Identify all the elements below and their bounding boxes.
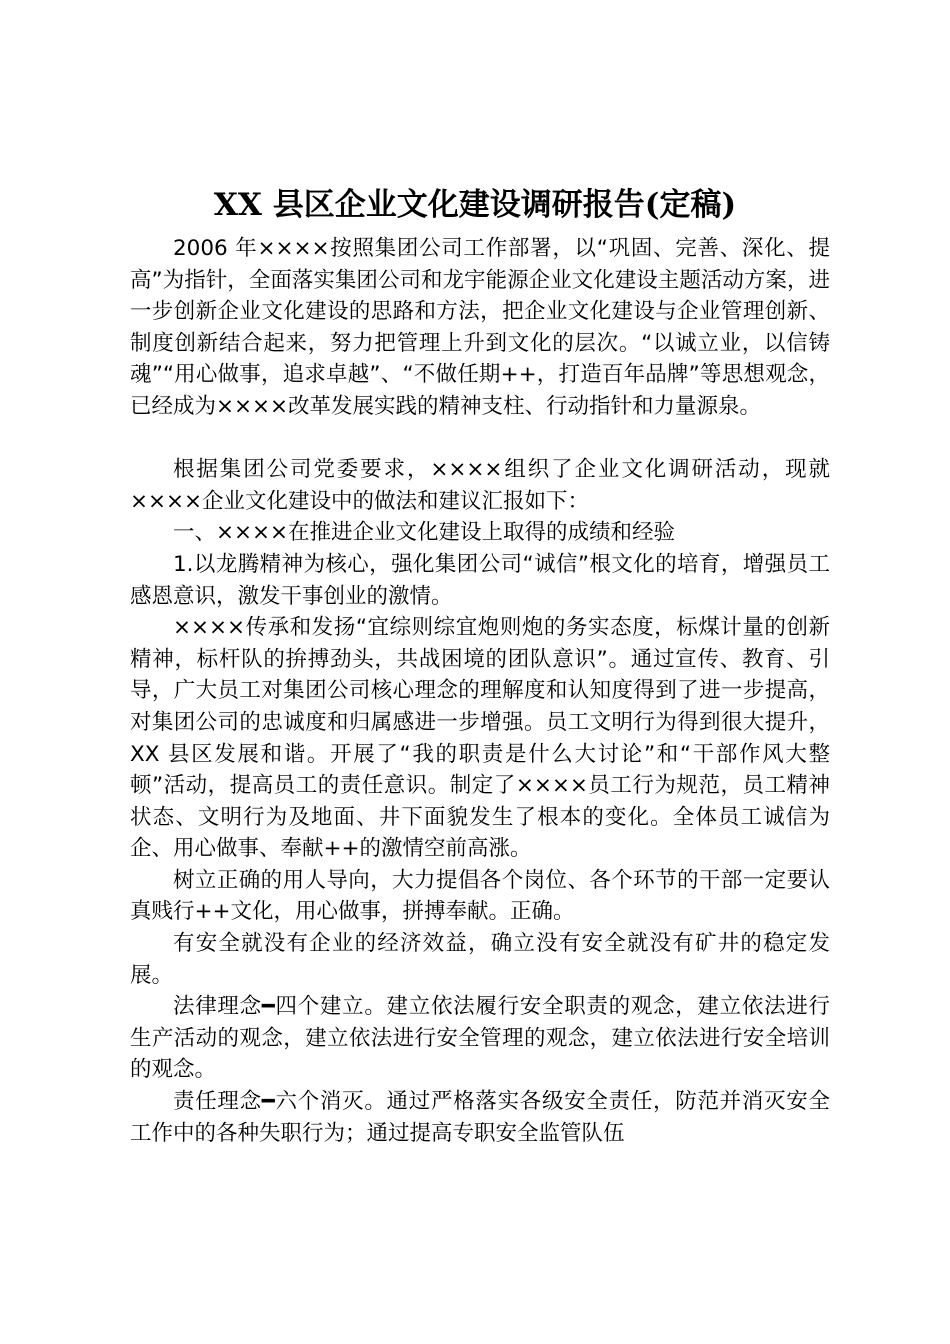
paragraph-talent: 树立正确的用人导向，大力提倡各个岗位、各个环节的干部一定要认真贱行++文化，用心做事，拼搏奉献。正确。 xyxy=(130,867,830,925)
paragraph-law-concept: 法律理念━四个建立。建立依法履行安全职责的观念，建立依法进行生产活动的观念，建立依法进行安全管理的观念，建立依法进行安全培训的观念。 xyxy=(130,994,830,1083)
paragraph-request: 根据集团公司党委要求，××××组织了企业文化调研活动，现就××××企业文化建设中的做法和建议汇报如下： xyxy=(130,457,830,514)
document-body xyxy=(130,233,830,1149)
document-title: XX 县区企业文化建设调研报告(定稿) xyxy=(213,187,737,223)
subsection-heading-1: 1.以龙腾精神为核心，强化集团公司“诚信”根文化的培育，增强员工感恩意识，激发干事创业的激情。 xyxy=(130,551,830,609)
paragraph-intro: 2006 年××××按照集团公司工作部署，以“巩固、完善、深化、提高”为指针，全面落实集团公司和龙宇能源企业文化建设主题活动方案，进一步创新企业文化建设的思路和方法，把企业文化建设与企业管理创新、制度创新结合起来，努力把管理上升到文化的层次。“以诚立业，以信铸魂”“用心做事，追求卓越”、“不做任期++，打造百年品牌”等思想观念，已经成为××××改革发展实践的精神支柱、行动指针和力量源泉。 xyxy=(130,236,830,419)
paragraph-inherit: ××××传承和发扬“宜综则综宜炮则炮的务实态度，标煤计量的创新精神，标杆队的拚搏劲头，共战困境的团队意识”。通过宣传、教育、引导，广大员工对集团公司核心理念的理解度和认知度得到了进一步提高，对集团公司的忠诚度和归属感进一步增强。员工文明行为得到很大提升，XX 县区发展和谐。开展了“我的职责是什么大讨论”和“干部作风大整顿”活动，提高员工的责任意识。制定了××××员工行为规范，员工精神状态、文明行为及地面、井下面貌发生了根本的变化。全体员工诚信为企、用心做事、奉献++的激情空前高涨。 xyxy=(130,615,830,862)
paragraph-responsibility-concept: 责任理念━六个消灭。通过严格落实各级安全责任，防范并消灭安全工作中的各种失职行为；通过提高专职安全监管队伍 xyxy=(130,1089,830,1146)
section-heading-1: 一、××××在推进企业文化建设上取得的成绩和经验 xyxy=(173,520,676,546)
paragraph-safety: 有安全就没有企业的经济效益，确立没有安全就没有矿井的稳定发展。 xyxy=(130,931,830,988)
